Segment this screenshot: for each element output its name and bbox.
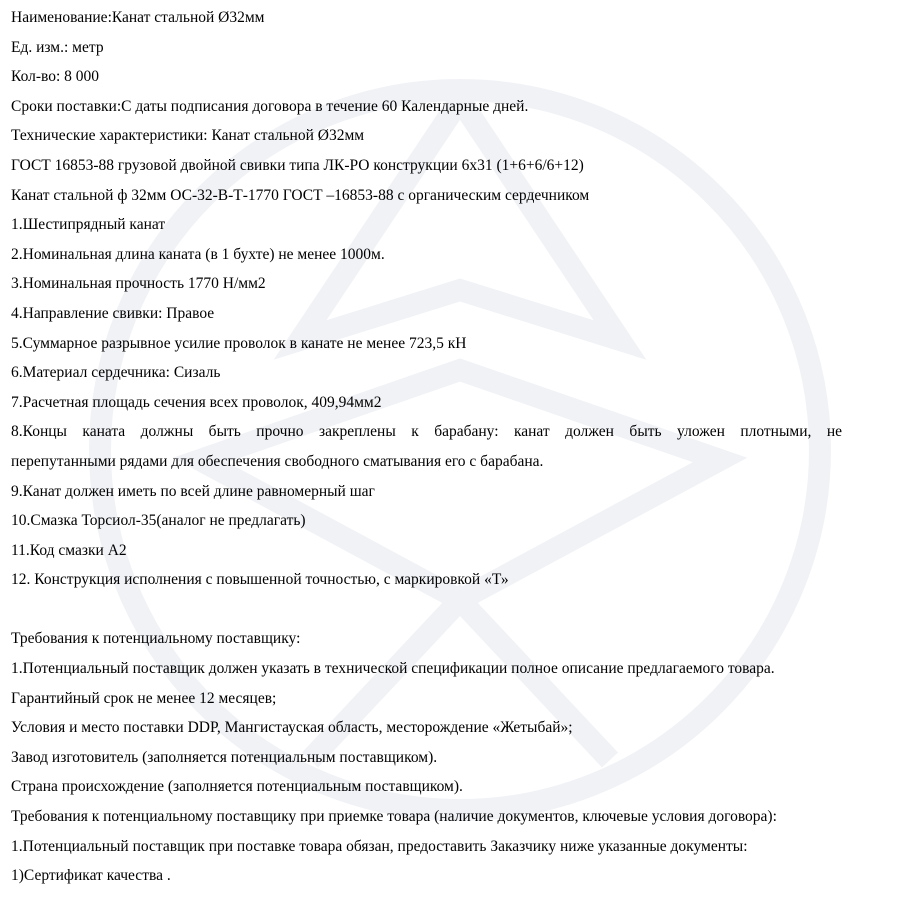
requirement-description: 1.Потенциальный поставщик должен указать в технической спецификации полное описание предлагаемого товара. xyxy=(11,660,775,678)
spec-item-6: 6.Материал сердечника: Сизаль xyxy=(11,364,221,382)
spec-item-7: 7.Расчетная площадь сечения всех проволок, 409,94мм2 xyxy=(11,393,382,411)
spec-item-1: 1.Шестипрядный канат xyxy=(11,216,166,234)
spec-item-8-line-1: 8.Концы каната должны быть прочно закреплены к барабану: канат должен быть уложен плотными, не xyxy=(11,423,842,441)
spec-item-10: 10.Смазка Торсиол-35(аналог не предлагать) xyxy=(11,512,306,530)
spec-name: Наименование:Канат стальной Ø32мм xyxy=(11,9,265,26)
blank-line xyxy=(11,595,842,625)
spec-gost: ГОСТ 16853-88 грузовой двойной свивки типа ЛК-РО конструкции 6х31 (1+6+6/6+12) xyxy=(11,156,584,174)
requirement-delivery-place: Условия и место поставки DDP, Мангистауская область, месторождение «Жетыбай»; xyxy=(11,719,573,737)
spec-unit: Ед. изм.: метр xyxy=(11,38,104,56)
requirement-warranty: Гарантийный срок не менее 12 месяцев; xyxy=(11,689,277,707)
requirement-acceptance: Требования к потенциальному поставщику при приемке товара (наличие документов, ключевые условия договора): xyxy=(11,808,777,826)
spec-quantity: Кол-во: 8 000 xyxy=(11,68,100,86)
spec-item-9: 9.Канат должен иметь по всей длине равномерный шаг xyxy=(11,482,375,500)
requirement-documents: 1.Потенциальный поставщик при поставке товара обязан, предоставить Заказчику ниже указанные документы: xyxy=(11,837,748,855)
spec-item-3: 3.Номинальная прочность 1770 Н/мм2 xyxy=(11,275,266,293)
requirements-heading: Требования к потенциальному поставщику: xyxy=(11,630,301,648)
spec-delivery-terms: Сроки поставки:С даты подписания договора в течение 60 Календарные дней. xyxy=(11,97,529,115)
spec-item-8-line-2: перепутанными рядами для обеспечения свободного сматывания его с барабана. xyxy=(11,452,544,470)
spec-item-12: 12. Конструкция исполнения с повышенной точностью, с маркировкой «Т» xyxy=(11,571,509,589)
spec-item-2: 2.Номинальная длина каната (в 1 бухте) не менее 1000м. xyxy=(11,245,385,263)
spec-item-5: 5.Суммарное разрывное усилие проволок в канате не менее 723,5 кН xyxy=(11,334,467,352)
requirement-manufacturer: Завод изготовитель (заполняется потенциальным поставщиком). xyxy=(11,748,438,766)
spec-item-4: 4.Направление свивки: Правое xyxy=(11,304,215,322)
spec-item-11: 11.Код смазки А2 xyxy=(11,541,127,559)
requirement-quality-certificate: 1)Сертификат качества . xyxy=(11,867,171,885)
requirement-origin-country: Страна происхождение (заполняется потенциальным поставщиком). xyxy=(11,778,463,796)
spec-rope-designation: Канат стальной ф 32мм ОС-32-В-Т-1770 ГОСТ –16853-88 с органическим сердечником xyxy=(11,186,590,204)
document-body xyxy=(11,3,842,891)
spec-tech-characteristics: Технические характеристики: Канат стальной Ø32мм xyxy=(11,127,365,145)
